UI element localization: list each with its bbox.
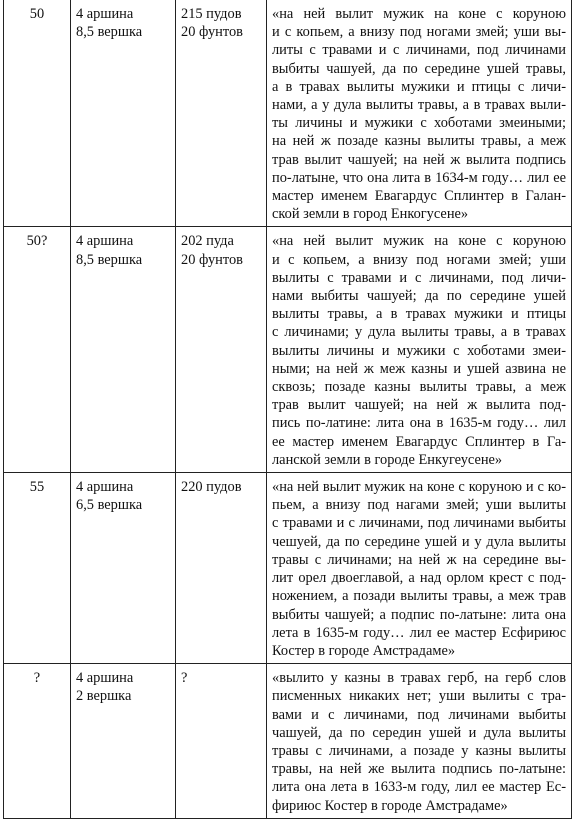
description-cell xyxy=(267,227,572,473)
description-line: травы с личинами, а позаде у казны вылиты xyxy=(272,742,566,759)
description-line: вылиты личины и мужики с хоботами змеи- xyxy=(272,342,566,359)
size-cell xyxy=(71,664,176,819)
size-line: 4 аршина xyxy=(76,233,134,250)
description-line: нами выбиты чашуей; да по середине ушей xyxy=(272,288,566,305)
weight-cell xyxy=(176,0,267,227)
description-line: и с копьем, а внизу под ногами змей; уши вы- xyxy=(272,24,566,41)
description-line: травы с личинами; на ней ж на середине вы- xyxy=(272,551,566,568)
description-cell xyxy=(267,473,572,664)
description-line: ножением, а позади вылиты травы, а меж трав xyxy=(272,588,566,605)
size-line: 6,5 вершка xyxy=(76,497,143,514)
description-line: вылиты с травами и с личинами, под личи- xyxy=(272,269,566,286)
size-cell xyxy=(71,0,176,227)
table-body xyxy=(4,0,572,818)
description-line: а в травах вылиты мужики и птицы с личи- xyxy=(272,78,566,95)
size-line: 4 аршина xyxy=(76,6,134,22)
description-line: пьем, а внизу под нагами змей; уши вылиты xyxy=(272,497,566,514)
description-line: мастер именем Евагардус Сплинтер в Галан- xyxy=(272,188,566,205)
description-cell xyxy=(267,664,572,819)
row-number-cell xyxy=(4,0,71,227)
row-number-cell xyxy=(4,473,71,664)
description-cell xyxy=(267,0,572,227)
description-line: ланской земли в городе Енкугеусене» xyxy=(272,451,503,468)
row-number: 50 xyxy=(29,6,45,22)
size-line: 4 аршина xyxy=(76,479,134,496)
description-line: с личинами; у дула вылиты травы, а в травах xyxy=(272,324,566,341)
description-line: нами, а у дула вылиты травы, а в травах выли- xyxy=(272,97,566,114)
description-line: ты личины и мужики с хоботами змеиными; xyxy=(272,115,566,132)
row-number: 50? xyxy=(26,233,48,250)
description-line: «на ней вылит мужик на коне с коруною xyxy=(272,6,566,22)
weight-line: 215 пудов xyxy=(181,6,242,22)
table-row xyxy=(4,0,572,227)
row-number-cell xyxy=(4,227,71,473)
description-line: выбиты чашуей; а подпис по-латыне: лита она xyxy=(272,606,566,623)
description-line: трав вылит чашуей; на ней ж вылита подпись xyxy=(272,151,566,168)
weight-cell xyxy=(176,664,267,819)
size-line: 4 аршина xyxy=(76,670,134,687)
description-line: вылиты травы, а в травах мужики и птицы xyxy=(272,306,566,323)
description-line: ее мастер именем Евагардус Сплинтер в Га- xyxy=(272,433,566,450)
description-line: травы, на ней же вылита подпись по-латыне: xyxy=(272,761,566,778)
description-line: лит орел двоеглавой, а над орлом крест с под- xyxy=(272,570,566,587)
description-line: с травами и с личинами, под личинами выбиты xyxy=(272,515,566,532)
weight-line: 20 фунтов xyxy=(181,251,243,268)
size-cell xyxy=(71,227,176,473)
description-line: вами и с личинами, под личинами выбиты xyxy=(272,706,566,723)
description-line: чешуей, да по середине ушей и у дула вылиты xyxy=(272,533,566,550)
table-row xyxy=(4,227,572,473)
description-line: и с копьем, а внизу под ногами змей; уши xyxy=(272,251,566,268)
table-row xyxy=(4,473,572,664)
weight-line: 20 фунтов xyxy=(181,24,243,41)
size-line: 8,5 вершка xyxy=(76,251,143,268)
description-line: ными; на ней ж меж казны и ушей азвина не xyxy=(272,360,566,377)
description-line: писменных никаких нет; уши вылиты с тра- xyxy=(272,688,566,705)
weight-line: ? xyxy=(181,670,188,687)
description-line: фириюс Костер в городе Амстрадаме» xyxy=(272,797,508,814)
row-number: ? xyxy=(33,670,41,687)
size-cell xyxy=(71,473,176,664)
row-number: 55 xyxy=(29,479,45,496)
weight-cell xyxy=(176,227,267,473)
row-number-cell xyxy=(4,664,71,819)
description-line: ской земли в город Енкогусене» xyxy=(272,206,469,223)
description-line: по-латыне, что она лита в 1634-м году… лил ее xyxy=(272,169,566,186)
description-line: выбиты чашуей, да по середине ушей травы, xyxy=(272,60,566,77)
description-line: лета в 1635-м году… лил ее мастер Есфириюс xyxy=(272,624,566,641)
size-line: 8,5 вершка xyxy=(76,24,143,41)
description-line: Костер в городе Амстрадаме» xyxy=(272,642,456,659)
description-line: «на ней вылит мужик на коне с коруною xyxy=(272,233,566,250)
description-line: пись по-латине: лита она в 1635-м году… лил xyxy=(272,415,566,432)
description-line: сквозь; позаде казны вылиты травы, а меж xyxy=(272,379,566,396)
description-line: литы с травами и с личинами, под личинами xyxy=(272,42,566,59)
description-line: «на ней вылит мужик на коне с коруною и с ко- xyxy=(272,479,566,496)
cannon-inventory-table xyxy=(3,0,572,819)
description-line: лита она лета в 1633-м году, лил ее мастер Ес- xyxy=(272,779,566,796)
weight-line: 202 пуда xyxy=(181,233,234,250)
table-row xyxy=(4,664,572,819)
size-line: 2 вершка xyxy=(76,688,132,705)
weight-line: 220 пудов xyxy=(181,479,242,496)
weight-cell xyxy=(176,473,267,664)
description-line: на ней ж позаде казны вылиты травы, а меж xyxy=(272,133,566,150)
description-line: «вылито у казны в травах герб, на герб слов xyxy=(272,670,566,687)
description-line: трав вылит чашуей; на ней ж вылита под- xyxy=(272,397,566,414)
description-line: чашуей, да по середин ушей и дула вылиты xyxy=(272,724,566,741)
